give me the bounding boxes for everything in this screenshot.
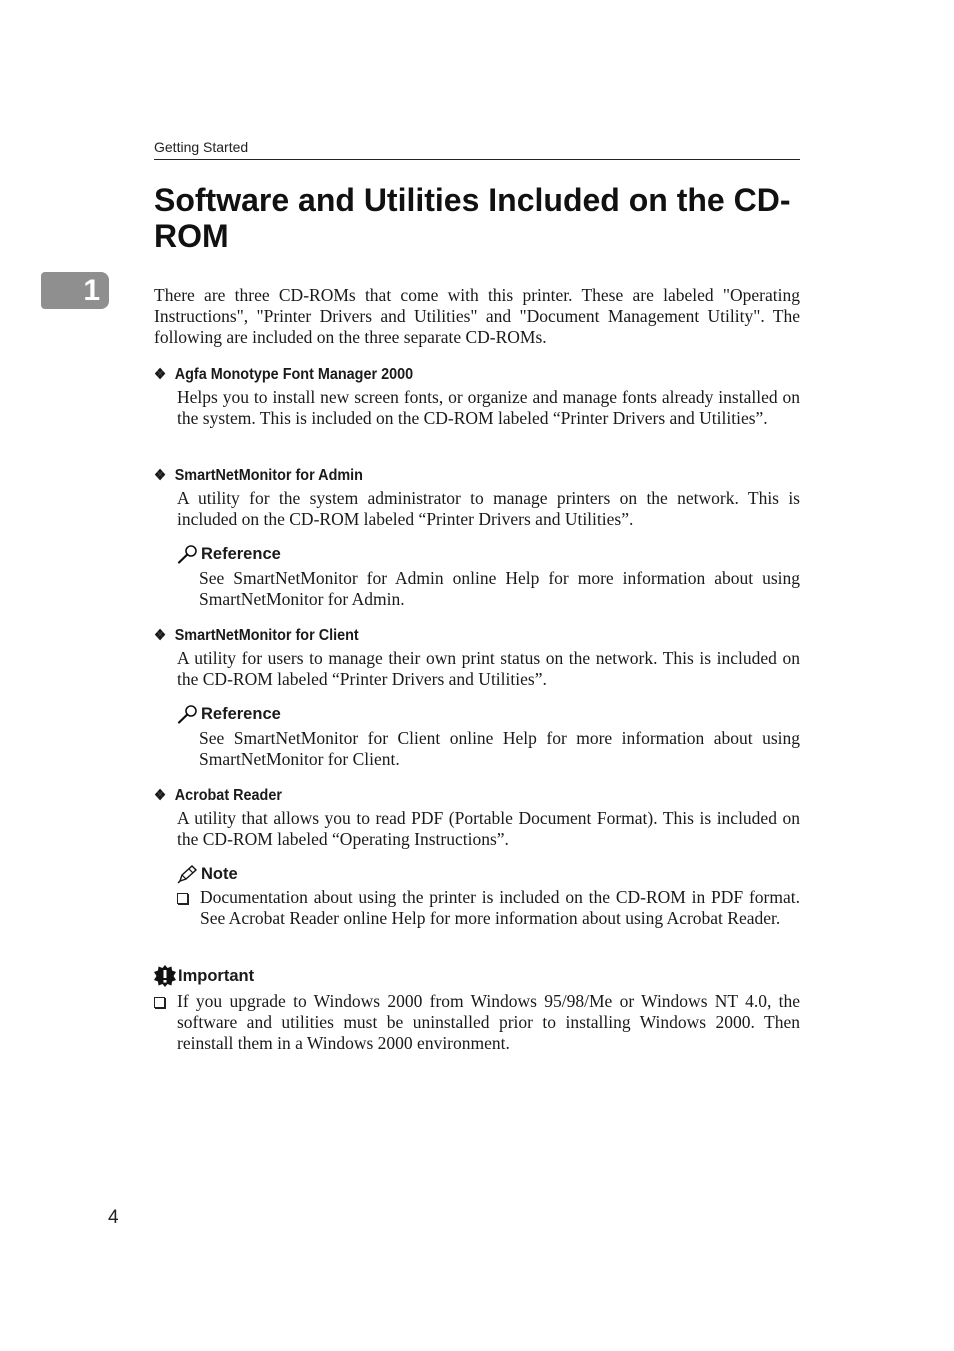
important-label: Important (178, 967, 255, 985)
item-smartnetmonitor-client (154, 626, 800, 770)
reference-text: See SmartNetMonitor for Admin online Help for more information about using SmartNetMonitor for Admin. (199, 568, 800, 609)
intro-paragraph: There are three CD-ROMs that come with this printer. These are labeled "Operating Instructions", "Printer Drivers and Utilities" and "Document Management Utility". The following are included on the three separate CD-ROMs. (154, 285, 800, 347)
note-label: Note (201, 865, 238, 883)
item-description: Helps you to install new screen fonts, or organize and manage fonts already installed on the system. This is included on the CD-ROM labeled “Printer Drivers and Utilities”. (177, 387, 800, 428)
exclamation-seal-icon (154, 965, 176, 987)
diamond-bullet-icon: ❖ (154, 787, 167, 804)
item-agfa-font-manager (154, 365, 800, 429)
pencil-icon (177, 864, 199, 884)
magnifier-icon (177, 544, 199, 564)
running-header: Getting Started (154, 139, 249, 155)
item-smartnetmonitor-admin (154, 466, 800, 610)
important-text: If you upgrade to Windows 2000 from Windows 95/98/Me or Windows NT 4.0, the software and utilities must be uninstalled prior to installing Windows 2000. Then reinstall them in a Windows 2000 environment. (177, 991, 800, 1053)
item-heading (154, 626, 735, 646)
item-description: A utility for users to manage their own print status on the network. This is included on the CD-ROM labeled “Printer Drivers and Utilities”. (177, 648, 800, 689)
important-block (154, 965, 800, 1054)
diamond-bullet-icon: ❖ (154, 467, 167, 484)
reference-label: Reference (201, 545, 281, 563)
reference-heading (177, 544, 800, 564)
item-description: A utility that allows you to read PDF (Portable Document Format). This is included on the CD-ROM labeled “Operating Instructions”. (177, 808, 800, 849)
item-title: Agfa Monotype Font Manager 2000 (174, 366, 414, 383)
reference-text: See SmartNetMonitor for Client online Help for more information about using SmartNetMonitor for Client. (199, 728, 800, 769)
diamond-bullet-icon: ❖ (154, 627, 167, 644)
checkbox-icon (177, 893, 188, 904)
item-title: Acrobat Reader (174, 787, 282, 804)
note-text: Documentation about using the printer is included on the CD-ROM in PDF format. See Acrobat Reader online Help for more information about using Acrobat Reader. (200, 887, 800, 928)
page-number: 4 (108, 1207, 119, 1228)
note-heading (177, 864, 800, 884)
checkbox-icon (154, 997, 165, 1008)
diamond-bullet-icon: ❖ (154, 366, 167, 383)
important-heading (154, 965, 800, 987)
item-acrobat-reader (154, 786, 800, 929)
important-item (154, 991, 800, 1054)
item-heading (154, 365, 735, 385)
magnifier-icon (177, 704, 199, 724)
item-heading (154, 786, 735, 806)
note-item (177, 887, 800, 929)
item-title: SmartNetMonitor for Client (174, 627, 359, 644)
header-rule (154, 159, 800, 160)
reference-label: Reference (201, 705, 281, 723)
page-title: Software and Utilities Included on the CD-ROM (154, 182, 791, 254)
reference-heading (177, 704, 800, 724)
chapter-tab: 1 (41, 272, 109, 309)
item-title: SmartNetMonitor for Admin (174, 467, 363, 484)
item-heading (154, 466, 735, 486)
item-description: A utility for the system administrator to manage printers on the network. This is included on the CD-ROM labeled “Printer Drivers and Utilities”. (177, 488, 800, 529)
